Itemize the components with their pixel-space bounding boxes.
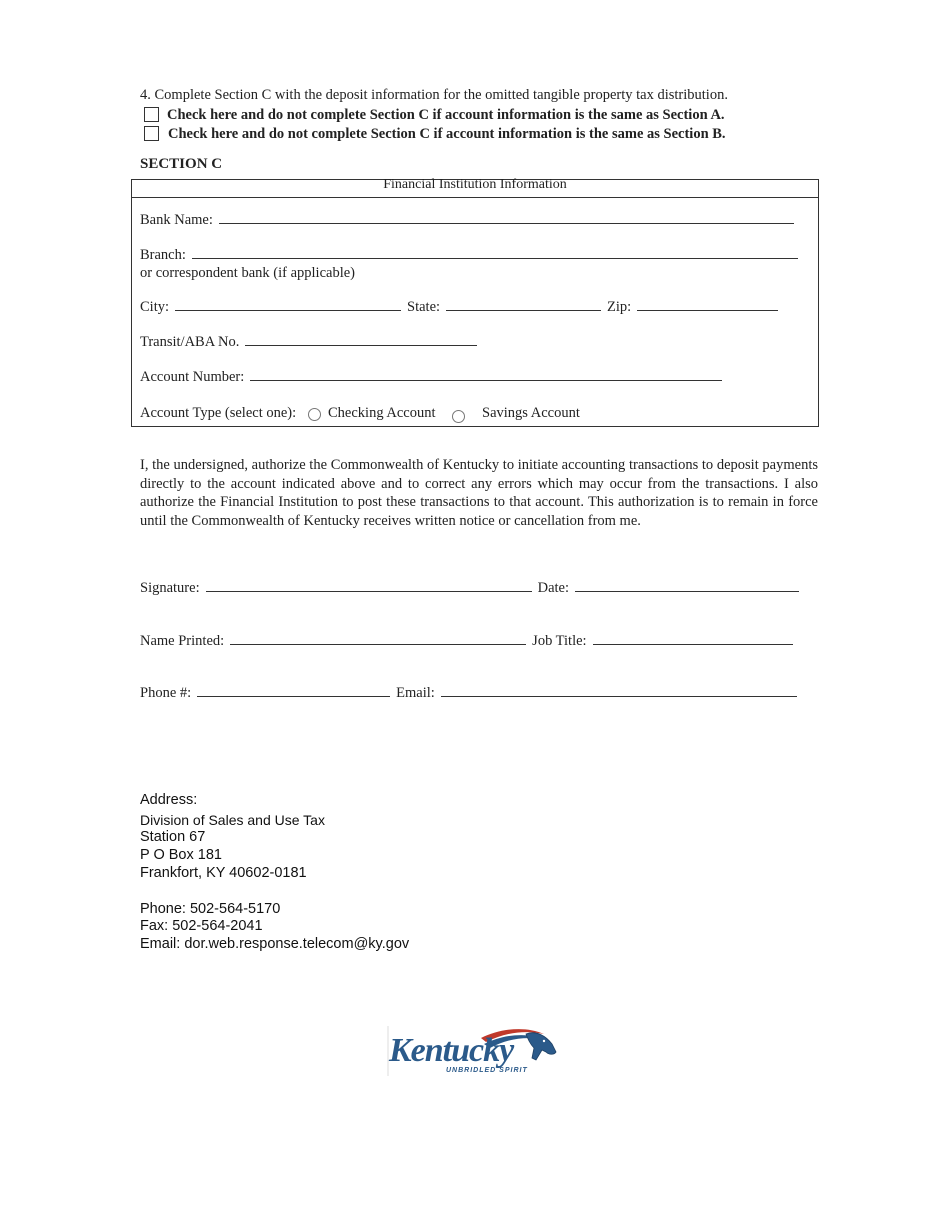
address-line-4: Frankfort, KY 40602-0181: [140, 865, 307, 881]
address-phone: Phone: 502-564-5170: [140, 901, 281, 917]
zip-field[interactable]: [637, 309, 778, 311]
address-email: Email: dor.web.response.telecom@ky.gov: [140, 936, 410, 952]
city-field[interactable]: [175, 309, 401, 311]
same-as-section-b-label: Check here and do not complete Section C if account information is the same as Section B.: [168, 126, 726, 142]
same-as-section-a-checkbox[interactable]: [144, 107, 159, 122]
savings-account-label: Savings Account: [482, 405, 580, 421]
address-label: Address:: [140, 792, 198, 808]
branch-row: [140, 247, 804, 264]
bank-name-label: Bank Name:: [140, 212, 213, 228]
bank-name-field[interactable]: [219, 222, 794, 224]
account-type-label: Account Type (select one):: [140, 405, 297, 421]
city-label: City:: [140, 299, 170, 315]
address-line-1: Division of Sales and Use Tax: [140, 812, 325, 828]
zip-label: Zip:: [607, 299, 632, 315]
job-title-label: Job Title:: [532, 633, 587, 649]
signature-field[interactable]: [206, 590, 532, 592]
signature-row: [140, 580, 805, 597]
state-label: State:: [407, 299, 441, 315]
correspondent-note: or correspondent bank (if applicable): [140, 265, 355, 281]
logo-wordmark: Kentucky: [389, 1032, 514, 1069]
date-label: Date:: [537, 580, 570, 596]
account-number-label: Account Number:: [140, 369, 245, 385]
transit-row: [140, 334, 483, 351]
branch-label: Branch:: [140, 247, 186, 263]
signature-label: Signature:: [140, 580, 200, 596]
address-fax: Fax: 502-564-2041: [140, 918, 263, 934]
state-field[interactable]: [446, 309, 601, 311]
phone-field[interactable]: [197, 695, 390, 697]
job-title-field[interactable]: [593, 643, 793, 645]
name-title-row: [140, 633, 799, 650]
name-printed-field[interactable]: [230, 643, 526, 645]
city-state-zip-row: [140, 299, 784, 316]
name-printed-label: Name Printed:: [140, 633, 225, 649]
section-c-title: SECTION C: [140, 156, 223, 172]
phone-label: Phone #:: [140, 685, 192, 701]
address-line-2: Station 67: [140, 829, 206, 845]
account-number-field[interactable]: [250, 379, 722, 381]
account-number-row: [140, 369, 728, 386]
authorization-paragraph: I, the undersigned, authorize the Commonwealth of Kentucky to initiate accounting transactions to deposit payments directly to the account indicated above and to correct any errors which may occur from the transactions. I also authorize the Financial Institution to post these transactions to that account. This authorization is to remain in force until the Commonwealth of Kentucky receives written notice or cancellation from me.: [140, 457, 818, 529]
bank-name-row: [140, 212, 800, 229]
email-label: Email:: [396, 685, 435, 701]
branch-field[interactable]: [192, 257, 798, 259]
checking-account-radio[interactable]: [308, 408, 321, 421]
address-line-3: P O Box 181: [140, 847, 222, 863]
phone-email-row: [140, 685, 803, 702]
instruction-text: 4. Complete Section C with the deposit information for the omitted tangible property tax distribution.: [140, 87, 728, 103]
checking-account-label: Checking Account: [328, 405, 436, 421]
kentucky-logo: [386, 1024, 561, 1080]
same-as-section-a-label: Check here and do not complete Section C if account information is the same as Section A.: [167, 107, 725, 123]
financial-institution-header: Financial Institution Information: [383, 177, 567, 192]
date-field[interactable]: [575, 590, 799, 592]
transit-field[interactable]: [245, 344, 477, 346]
logo-tagline: UNBRIDLED SPIRIT: [446, 1067, 528, 1074]
same-as-section-b-checkbox[interactable]: [144, 126, 159, 141]
transit-label: Transit/ABA No.: [140, 334, 240, 350]
email-field[interactable]: [441, 695, 797, 697]
savings-account-radio[interactable]: [452, 410, 465, 423]
